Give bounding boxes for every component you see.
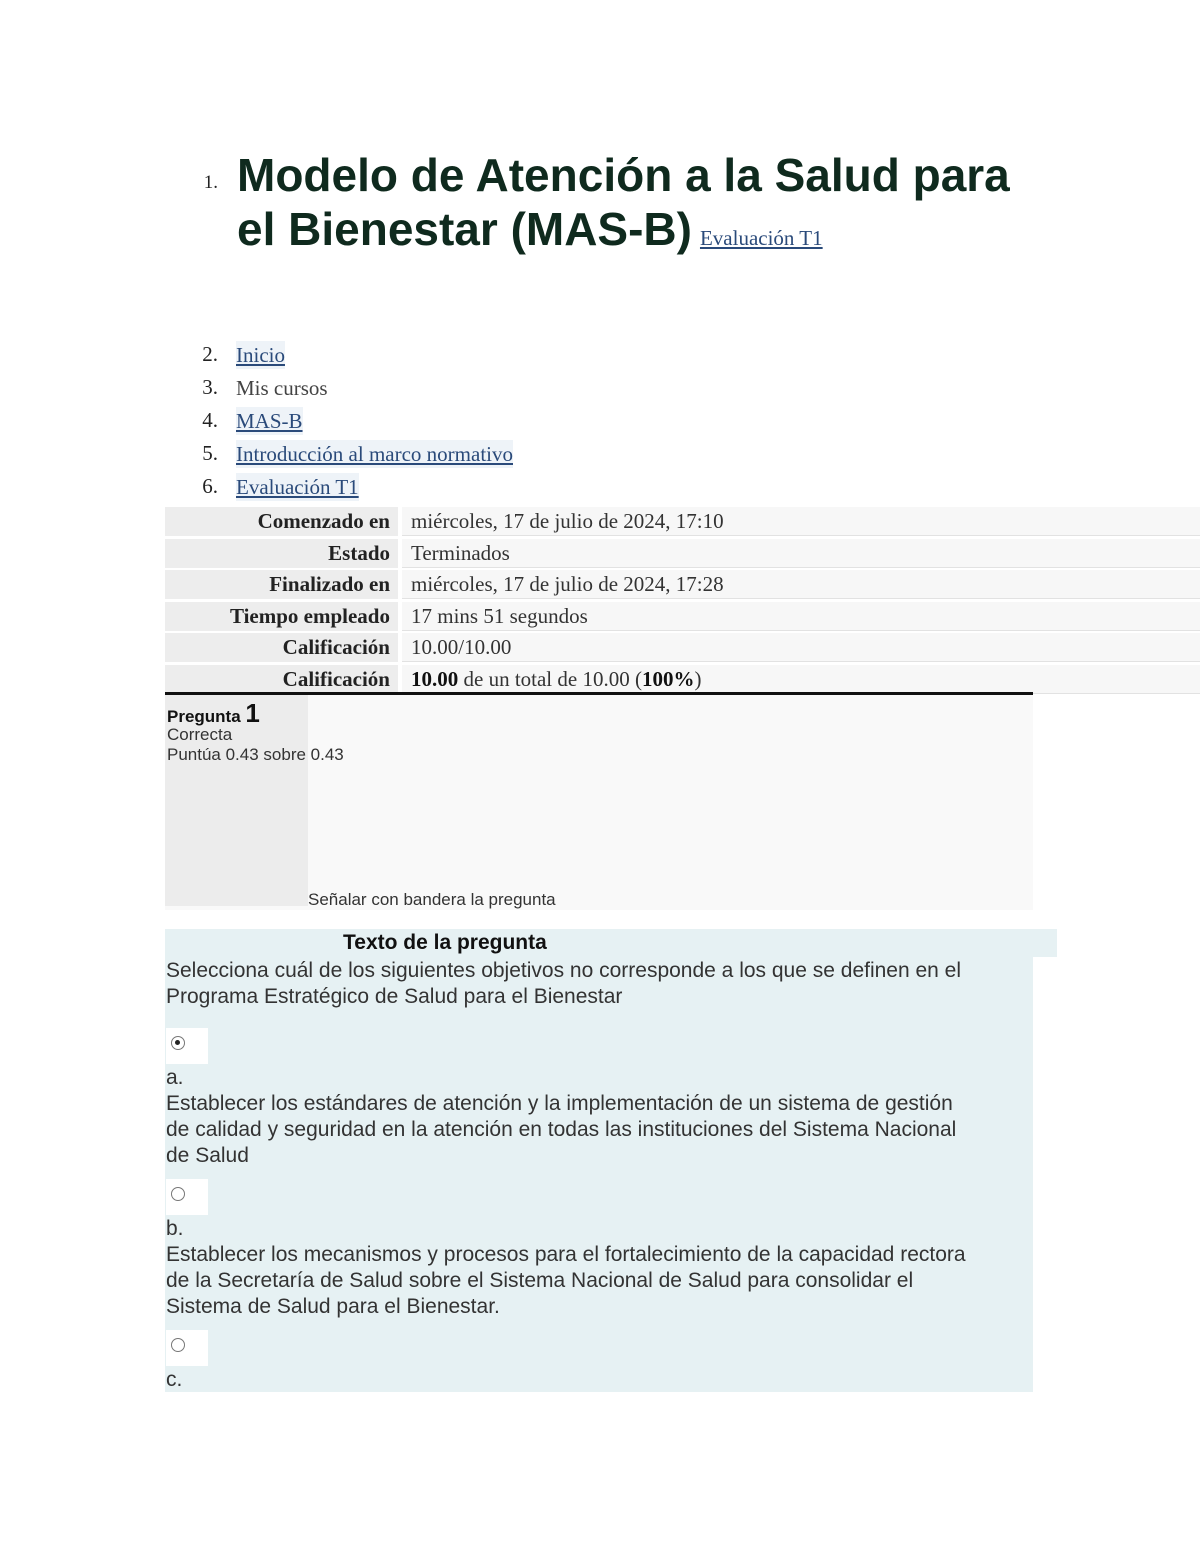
summary-label: Comenzado en: [165, 507, 398, 536]
question-text-heading: Texto de la pregunta: [343, 931, 547, 954]
list-number: 4.: [202, 408, 218, 432]
summary-value: [402, 665, 1200, 694]
summary-row-finished: [165, 570, 1200, 599]
question-text-line: Selecciona cuál de los siguientes objetivos no corresponde a los que se definen en el: [166, 959, 962, 982]
answer-c-letter: c.: [166, 1368, 183, 1391]
summary-value: 10.00/10.00: [402, 633, 1200, 662]
summary-label: Tiempo empleado: [165, 602, 398, 631]
summary-row-grade: [165, 665, 1200, 694]
answer-a-text: de Salud: [166, 1144, 249, 1167]
page-title-continued: [237, 203, 823, 255]
question-label-text: Pregunta: [167, 707, 241, 726]
question-state: Correcta: [167, 725, 233, 744]
answer-a-radio-wrapper: [166, 1028, 208, 1064]
list-number: 5.: [202, 441, 218, 465]
summary-row-time-taken: [165, 602, 1200, 631]
summary-row-started: [165, 507, 1200, 536]
summary-row-state: [165, 539, 1200, 568]
answer-b-text: Sistema de Salud para el Bienestar.: [166, 1295, 500, 1318]
answer-b-text: de la Secretaría de Salud sobre el Sistema Nacional de Salud para consolidar el: [166, 1269, 914, 1292]
answer-a-letter: a.: [166, 1066, 184, 1089]
breadcrumb-evaluation-link[interactable]: Evaluación T1: [236, 475, 359, 499]
evaluation-link[interactable]: Evaluación T1: [699, 226, 823, 250]
flag-question-link[interactable]: Señalar con bandera la pregunta: [308, 890, 556, 909]
answer-b-radio-wrapper: [166, 1179, 208, 1215]
answer-c-radio[interactable]: [171, 1338, 185, 1352]
question-text-header: [165, 929, 1057, 957]
answer-b-letter: b.: [166, 1217, 184, 1240]
list-number: 1.: [203, 172, 218, 193]
answer-a-text: de calidad y seguridad en la atención en todas las instituciones del Sistema Nacional: [166, 1118, 957, 1141]
summary-value: miércoles, 17 de julio de 2024, 17:28: [402, 570, 1200, 599]
summary-label: Estado: [165, 539, 398, 568]
question-text-line: Programa Estratégico de Salud para el Bienestar: [166, 985, 623, 1008]
answer-a-radio[interactable]: [171, 1036, 185, 1050]
summary-value: miércoles, 17 de julio de 2024, 17:10: [402, 507, 1200, 536]
grade-close: ): [694, 666, 702, 691]
list-number: 3.: [202, 375, 218, 399]
page-title: Modelo de Atención a la Salud para: [237, 149, 1010, 201]
list-number: 2.: [202, 342, 218, 366]
answer-b-text: Establecer los mecanismos y procesos para el fortalecimiento de la capacidad rectora: [166, 1243, 966, 1266]
question-number: 1: [245, 698, 260, 728]
grade-value: 10.00: [411, 666, 459, 691]
grade-total: de un total de 10.00 (: [458, 666, 642, 691]
breadcrumb-inicio-link[interactable]: Inicio: [236, 343, 285, 367]
page-title-text: el Bienestar (MAS-B): [237, 203, 692, 255]
breadcrumb-mis-cursos: Mis cursos: [236, 376, 328, 400]
summary-label: Calificación: [165, 665, 398, 694]
answer-a-text: Establecer los estándares de atención y la implementación de un sistema de gestión: [166, 1092, 953, 1115]
summary-label: Finalizado en: [165, 570, 398, 599]
question-info-panel: [165, 695, 1033, 910]
answer-c-radio-wrapper: [166, 1330, 208, 1366]
summary-value: 17 mins 51 segundos: [402, 602, 1200, 631]
breadcrumb-course-link[interactable]: MAS-B: [236, 409, 303, 433]
summary-value: Terminados: [402, 539, 1200, 568]
summary-row-marks: [165, 633, 1200, 662]
list-number: 6.: [202, 474, 218, 498]
grade-percent: 100%: [641, 666, 695, 691]
summary-label: Calificación: [165, 633, 398, 662]
question-content: [165, 957, 1033, 1392]
question-grade: Puntúa 0.43 sobre 0.43: [167, 745, 344, 764]
attempt-summary-table: [165, 507, 1200, 697]
answer-b-radio[interactable]: [171, 1187, 185, 1201]
breadcrumb-section-link[interactable]: Introducción al marco normativo: [236, 442, 513, 466]
